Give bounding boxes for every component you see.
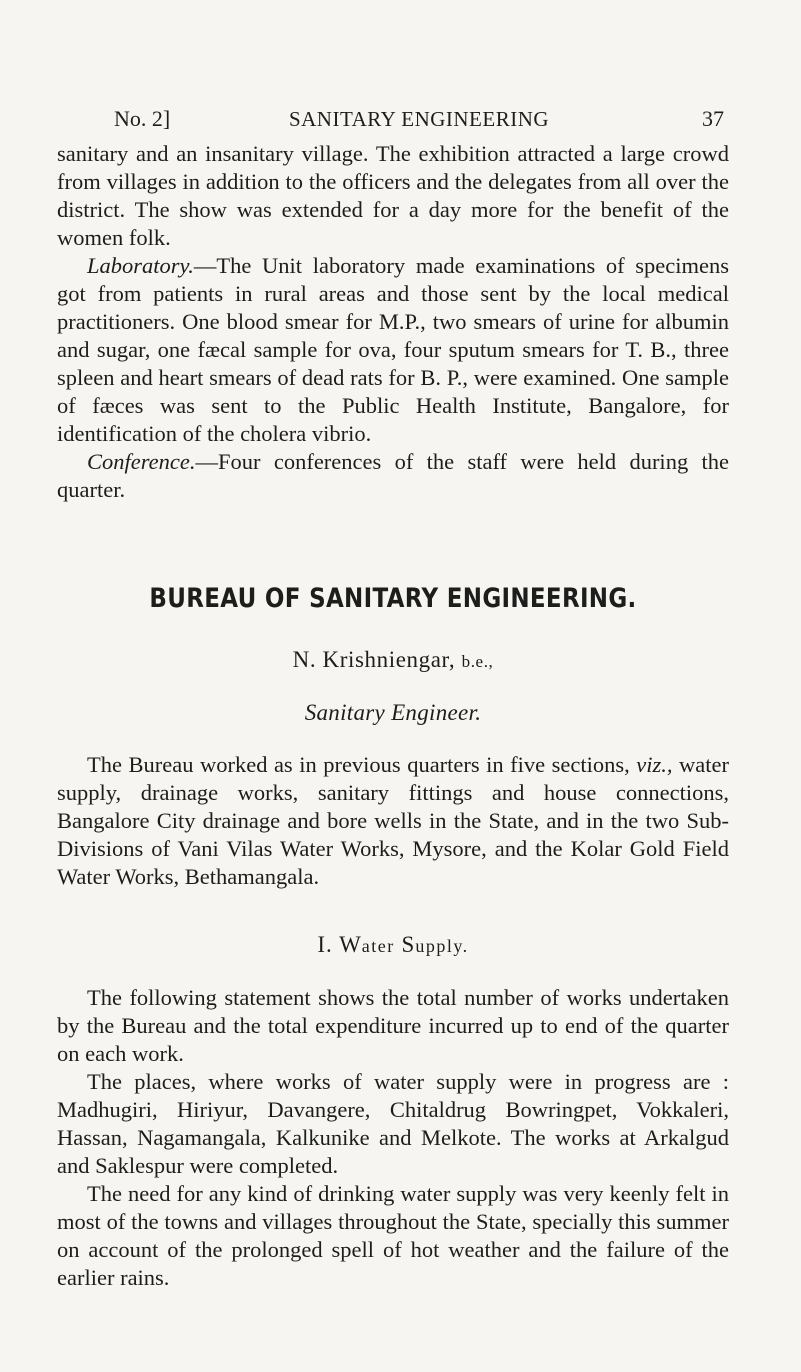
section-heading: BUREAU OF SANITARY ENGINEERING. [149, 584, 637, 614]
run-in-heading-laboratory: Laboratory. [87, 253, 194, 278]
text-block-bureau-intro [57, 751, 729, 891]
laboratory-text: —The Unit laboratory made examinations of specimens got from patients in rural areas and those sent by the local medical practitioners. One blood smear for M.P., two smears of urine for albumin and sugar, one fæcal sample for ova, four sputum smears for T. B., three spleen and heart smears of dead rats for B. P., were examined. One sample of fæces was sent to the Public Health Institute, Bangalore, for identification of the cholera vibrio. [57, 253, 729, 446]
paragraph-exhibition: sanitary and an insanitary village. The exhibition attracted a large crowd from villages in addition to the officers and the delegates from all over the district. The show was extended for a day more for the benefit of the women folk. [57, 141, 729, 250]
author-line [57, 647, 729, 673]
conference-text: —Four conferences of the staff were held during the quarter. [57, 449, 729, 502]
bureau-text-part-1: The Bureau worked as in previous quarters in five sections, [87, 752, 630, 777]
run-in-heading-conference: Conference. [87, 449, 196, 474]
page-number: 37 [702, 106, 724, 131]
issue-number: No. 2] [114, 106, 171, 131]
paragraph-drinking-water: The need for any kind of drinking water supply was very keenly felt in most of the towns and villages throughout the State, specially this summer on account of the prolonged spell of hot weather and the failure of the earlier rains. [57, 1181, 729, 1290]
subsection-heading-water-supply [57, 932, 729, 958]
heading-word-supply: upply. [415, 936, 469, 956]
paragraph-conference [57, 448, 729, 504]
bureau-text-part-2: water supply, drainage works, sanitary fittings and house connections, Bangalore City drainage and bore wells in the State, and in the two Sub-Divisions of Vani Vilas Water Works, Mysore, and the Kolar Gold Field Water Works, Bethamangala. [57, 752, 730, 889]
paragraph-places: The places, where works of water supply were in progress are : Madhugiri, Hiriyur, Davangere, Chitaldrug Bowringpet, Vokkaleri, Hassan, Nagamangala, Kalkunike and Melkote. The works at Arkalgud and Saklespur were completed. [57, 1069, 729, 1178]
author-title: Sanitary Engineer. [304, 700, 482, 725]
paragraph-laboratory [57, 252, 729, 448]
viz-abbreviation: viz., [636, 752, 673, 777]
heading-initial-w: W [339, 932, 362, 957]
text-block-water-supply [57, 984, 729, 1292]
text-block-health-unit [57, 140, 729, 504]
subsection-number: I. [317, 932, 333, 957]
running-title: SANITARY ENGINEERING [288, 107, 550, 131]
heading-initial-s: S [401, 932, 416, 957]
paragraph-statement: The following statement shows the total number of works undertaken by the Bureau and the total expenditure incurred up to end of the quarter on each work. [57, 985, 729, 1066]
author-name: N. Krishniengar, [292, 647, 456, 672]
author-degree: b.e., [461, 652, 494, 671]
running-head [114, 102, 724, 136]
heading-word-water: ater [361, 936, 395, 956]
paragraph-bureau-sections [57, 751, 729, 891]
